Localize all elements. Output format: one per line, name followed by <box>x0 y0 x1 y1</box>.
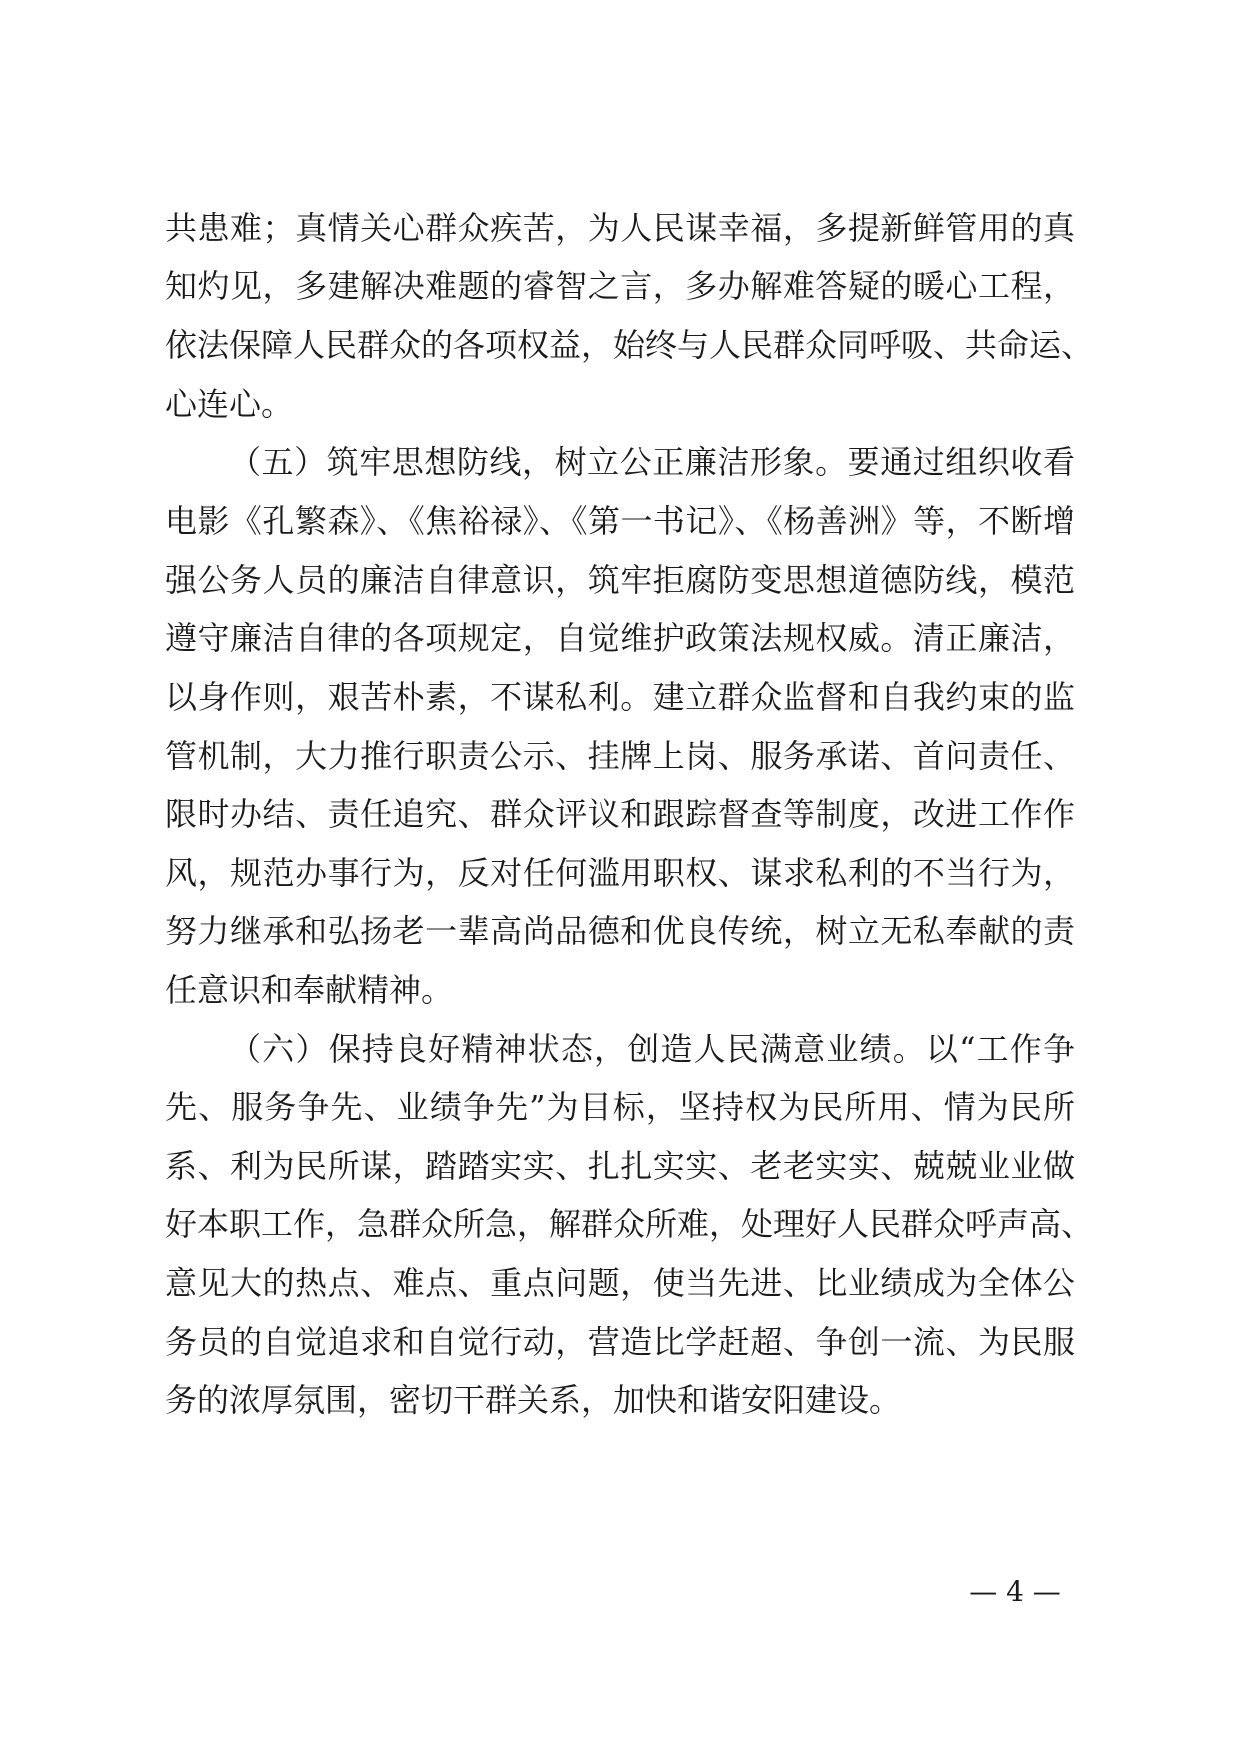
text-line: 先、服务争先、业绩争先”为目标，坚持权为民所用、情为民所 <box>165 1088 1075 1126</box>
text-line: 好本职工作，急群众所急，解群众所难，处理好人民群众呼声高、 <box>165 1205 1094 1243</box>
page-number: — 4 — <box>969 1575 1061 1608</box>
text-line: 风，规范办事行为，反对任何滥用职权、谋求私利的不当行为， <box>165 854 1075 892</box>
text-line: 知灼见，多建解决难题的睿智之言，多办解难答疑的暖心工程， <box>165 267 1075 305</box>
text-line: 限时办结、责任追究、群众评议和跟踪督查等制度，改进工作作 <box>165 795 1075 833</box>
text-line: 共患难；真情关心群众疾苦，为人民谋幸福，多提新鲜管用的真 <box>165 209 1075 247</box>
text-line: 心连心。 <box>165 385 294 423</box>
text-line: 努力继承和弘扬老一辈高尚品德和优良传统，树立无私奉献的责 <box>165 912 1075 950</box>
text-line: 遵守廉洁自律的各项规定，自觉维护政策法规权威。清正廉洁， <box>165 619 1075 657</box>
text-line: 管机制，大力推行职责公示、挂牌上岗、服务承诺、首问责任、 <box>165 737 1075 775</box>
text-line: 务的浓厚氛围，密切干群关系，加快和谐安阳建设。 <box>165 1381 902 1419</box>
text-line: 依法保障人民群众的各项权益，始终与人民群众同呼吸、共命运、 <box>165 326 1094 364</box>
text-line: 意见大的热点、难点、重点问题，使当先进、比业绩成为全体公 <box>165 1264 1075 1302</box>
paragraph-heading-line: （五）筑牢思想防线，树立公正廉洁形象。要通过组织收看 <box>229 443 1075 481</box>
text-line: 电影《孔繁森》、《焦裕禄》、《第一书记》、《杨善洲》等，不断增 <box>165 502 1075 540</box>
text-line: 系、利为民所谋，踏踏实实、扎扎实实、老老实实、兢兢业业做 <box>165 1147 1075 1185</box>
paragraph-heading-line: （六）保持良好精神状态，创造人民满意业绩。以“工作争 <box>229 1030 1075 1068</box>
text-line: 务员的自觉追求和自觉行动，营造比学赶超、争创一流、为民服 <box>165 1323 1075 1361</box>
text-line: 以身作则，艰苦朴素，不谋私利。建立群众监督和自我约束的监 <box>165 678 1075 716</box>
text-line: 强公务人员的廉洁自律意识，筑牢拒腐防变思想道德防线，模范 <box>165 561 1075 599</box>
text-line: 任意识和奉献精神。 <box>165 971 454 1009</box>
